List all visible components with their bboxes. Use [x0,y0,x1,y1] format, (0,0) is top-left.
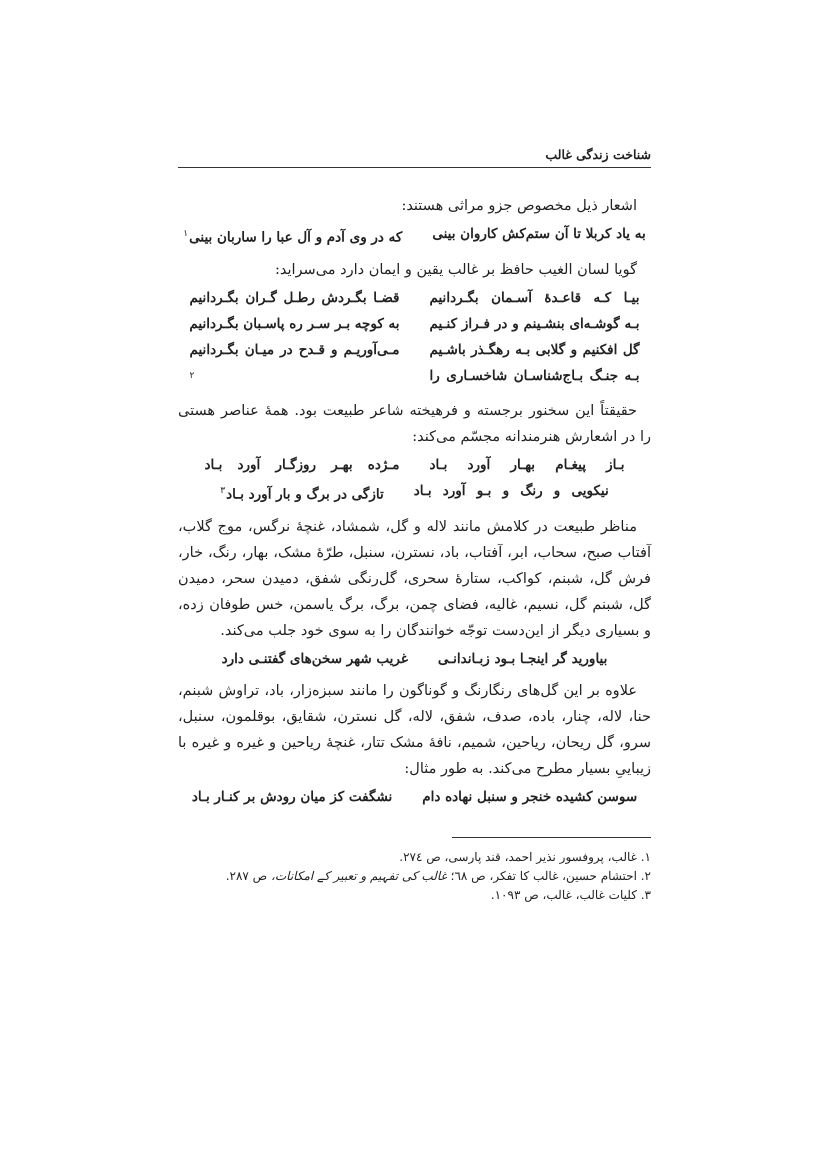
paragraph-3: حقیقتاً این سخنور برجسته و فرهیخته شاعر طبیعت بود. همهٔ عناصر هستی را در اشعارش هنرمندانه مجسّم می‌کند: [178,403,651,445]
paragraph-5: علاوه بر این گل‌های رنگارنگ و گوناگون را مانند سبزه‌زار، باد، تراوش شبنم، حنا، لاله، چنار، باده، صدف، شفق، لاله، گل نسترن، شقایق، بوقلمون، سنبل، سرو، گل ریحان، ریاحین، شمیم، نافهٔ مشک تتار، غنچهٔ ریاحین و غیره و غیره با زیباییِ بسیار مطرح می‌کند. به طور مثال: [178,682,651,777]
running-header: شناخت زندگی غالب [545,147,651,162]
verse-hemistich-left: مـی‌آوریـم و قـدح در میـان بگـردانیم [189,341,400,358]
verse-hemistich-left: غریب شهر سخن‌های گفتنـی دارد [221,650,408,667]
verse-block-4 [178,646,651,672]
verse-block-1 [178,221,651,251]
footnote-2-source: ۲. احتشام حسین، غالب کا تفکر، ص ٦۸؛ [450,869,651,883]
footnote-3: ۳. کلیات غالب، غالب، ص ۱۰۹۳. [490,888,651,902]
verse-row [178,478,651,508]
verse-hemistich-right: به یاد کربلا تا آن ستم‌کش کاروان بینی [432,226,646,242]
footnote-marker: ۱ [183,229,189,239]
verse-row [178,221,651,251]
verse-text: که در وی آدم و آل عبا را ساربان بینی [189,229,403,246]
verse-row [178,452,651,478]
verse-hemistich-right: گل افکنیم و گلابی بـه رهگـذر باشـیم [429,341,640,358]
verse-hemistich-right: نیکویی و رنگ و بـو آورد بـاد [413,483,609,499]
verse-hemistich-right: بـه گوشـه‌ای بنشـینم و در فـراز کنـیم [429,315,640,332]
verse-hemistich-left [190,363,400,393]
footnotes [225,848,651,905]
paragraph-1: اشعار ذیل مخصوص جزو مراثی هستند: [401,198,637,214]
footnote-marker: ۳ [220,486,226,496]
verse-hemistich-left: نشگفت کز میان رودش بر کنـار بـاد [191,788,393,805]
verse-block-3 [178,452,651,508]
verse-block-5 [178,784,651,810]
verse-block-2 [178,285,651,393]
page-content [178,146,651,816]
verse-row [178,337,651,363]
paragraph-2: گویا لسان الغیب حافظ بر غالب یقین و ایمان دارد می‌سراید: [275,261,637,278]
verse-hemistich-left [183,221,402,251]
footnote-2-page: ص ۲۸۷. [225,869,268,883]
verse-hemistich-right: بیـا کـه قاعـدهٔ آسـمان بگـردانیم [429,289,640,306]
verse-hemistich-left: به کوچه بـر سـر ره پاسـبان بگـردانیم [189,315,400,332]
verse-hemistich-left: قضـا بگـردش رطـل گـران بگـردانیم [189,289,400,306]
verse-hemistich-left: مـژده بهـر روزگـار آورد بـاد [204,457,400,473]
verse-text: تازگی در برگ و بار آورد بـاد [226,486,384,503]
header-rule [178,167,651,168]
verse-hemistich-right: سوسن کشیده خنجر و سنبل نهاده دام [422,788,638,805]
verse-row [178,311,651,337]
footnote-1: ۱. غالب، پروفسور نذیر احمد، قند پارسی، ص ۲۷٤. [399,850,651,864]
verse-hemistich-right: بـاز پیغـام بهـار آورد بـاد [429,457,625,473]
footnote-marker: ۲ [189,370,195,381]
verse-row [178,285,651,311]
footnote-2-title: غالب کی تفہیم و تعبیر کے امکانات، [271,869,447,883]
verse-hemistich-right: بیاورید گر اینجـا بـود زبـاندانـی [437,650,608,667]
footnote-rule [452,837,651,838]
verse-row [178,646,651,672]
verse-row [178,784,651,810]
verse-hemistich-right: بـه جنـگ بـاج‌شناسـان شاخسـاری را [429,367,640,384]
paragraph-4: مناظر طبیعت در کلامش مانند لاله و گل، شمشاد، غنچهٔ نرگس، موج گلاب، آفتاب صبح، سحاب، ابر، آفتاب، باد، نسترن، سنبل، طرّهٔ مشک، بهار، رنگ، خار، فرش گل، شبنم، کواکب، ستارهٔ سحری، گل‌رنگی شفق، دمیدن سحر، دمیدن گل، شبنم گل، نسیم، غالیه، فضای چمن، برگ، برگ یاسمن، خس طوفان زده، و بسیاری دیگر از این‌دست توجّه خوانندگان را به سوی خود جلب می‌کند. [178,518,651,639]
verse-hemistich-left [220,478,383,508]
footnote-2 [225,867,651,886]
verse-row [178,363,651,393]
